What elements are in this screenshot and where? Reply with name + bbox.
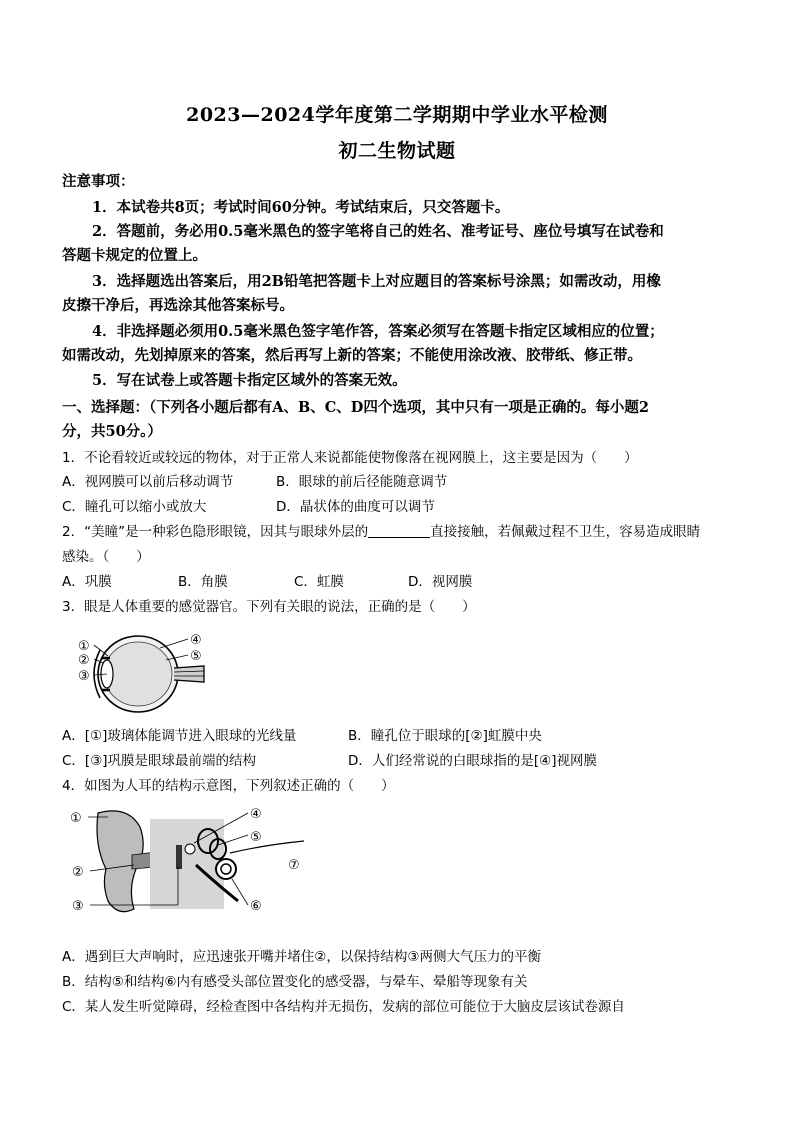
leader-line (232, 879, 248, 905)
fig-label: ⑤ (250, 830, 262, 845)
fig-label: ② (78, 653, 90, 668)
ossicle-shape (185, 844, 195, 854)
optic-nerve-shape (174, 666, 204, 682)
eardrum-shape (176, 845, 182, 869)
q4-option-a: A．遇到巨大声响时，应迅速张开嘴并堵住②，以保持结构③两侧大气压力的平衡 (62, 949, 541, 965)
q3-option-a: A．[①]玻璃体能调节进入眼球的光线量 (62, 728, 297, 744)
fig-label: ⑤ (190, 649, 202, 664)
q2-option-c: C．虹膜 (294, 574, 344, 590)
q2-option-d: D．视网膜 (408, 574, 473, 590)
cochlea-shape (216, 859, 236, 879)
retina-layer (104, 642, 172, 706)
q1-option-c: C．瞳孔可以缩小或放大 (62, 499, 207, 515)
notice-item: 皮擦干净后，再选涂其他答案标号。 (62, 297, 294, 314)
question-2-stem (62, 520, 736, 544)
exam-title: 2023—2024学年度第二学期期中学业水平检测 (186, 104, 608, 126)
q3-option-b: B．瞳孔位于眼球的[②]虹膜中央 (348, 728, 542, 744)
notice-item: 2．答题前，务必用0.5毫米黑色的签字笔将自己的姓名、准考证号、座位号填写在试卷和 (92, 223, 664, 240)
question-2-stem-cont: 感染。（ ） (62, 549, 150, 565)
q2-option-a: A．巩膜 (62, 574, 112, 590)
fig-label: ③ (78, 669, 90, 684)
section-heading: 一、选择题：（下列各小题后都有A、B、C、D四个选项，其中只有一项是正确的。每小题2 (62, 399, 649, 416)
fig-label: ① (78, 639, 90, 654)
answer-blank (368, 523, 430, 538)
q2-option-b: B．角膜 (178, 574, 228, 590)
question-3-stem: 3．眼是人体重要的感觉器官。下列有关眼的说法，正确的是（ ） (62, 599, 476, 615)
fig-label: ⑥ (250, 899, 262, 914)
fig-label: ② (72, 865, 84, 880)
question-4-stem: 4．如图为人耳的结构示意图，下列叙述正确的（ ） (62, 778, 395, 794)
q1-option-a: A．视网膜可以前后移动调节 (62, 474, 234, 490)
auditory-nerve-shape (230, 841, 304, 853)
notice-item: 1．本试卷共8页；考试时间60分钟。考试结束后，只交答题卡。 (92, 199, 510, 216)
q2-stem-after: 直接接触，若佩戴过程不卫生，容易造成眼睛 (430, 524, 701, 540)
notice-item: 5．写在试卷上或答题卡指定区域外的答案无效。 (92, 372, 407, 389)
fig-label: ⑦ (288, 858, 300, 873)
q2-stem-before: 2．“美瞳”是一种彩色隐形眼镜，因其与眼球外层的 (62, 524, 369, 540)
exam-subtitle: 初二生物试题 (338, 140, 456, 162)
fig-label: ④ (250, 807, 262, 822)
notice-item: 如需改动，先划掉原来的答案，然后再写上新的答案；不能使用涂改液、胶带纸、修正带。 (62, 347, 642, 364)
q3-option-c: C．[③]巩膜是眼球最前端的结构 (62, 753, 257, 769)
eye-diagram (70, 628, 220, 720)
fig-label: ① (70, 811, 82, 826)
q1-option-b: B．眼球的前后径能随意调节 (276, 474, 448, 490)
notice-heading: 注意事项： (62, 173, 135, 190)
question-1-stem: 1．不论看较近或较远的物体，对于正常人来说都能使物像落在视网膜上，这主要是因为（ ） (62, 450, 638, 466)
leader-line (160, 639, 188, 648)
notice-item: 答题卡规定的位置上。 (62, 247, 207, 264)
ear-diagram (68, 805, 318, 925)
fig-label: ④ (190, 633, 202, 648)
notice-item: 4．非选择题必须用0.5毫米黑色签字笔作答，答案必须写在答题卡指定区域相应的位置； (92, 323, 664, 340)
q1-option-d: D．晶状体的曲度可以调节 (276, 499, 435, 515)
q3-option-d: D．人们经常说的白眼球指的是[④]视网膜 (348, 753, 598, 769)
q4-option-b: B．结构⑤和结构⑥内有感受头部位置变化的感受器，与晕车、晕船等现象有关 (62, 974, 528, 990)
fig-label: ③ (72, 899, 84, 914)
section-heading-cont: 分，共50分。） (62, 423, 162, 440)
notice-item: 3．选择题选出答案后，用2B铅笔把答题卡上对应题目的答案标号涂黑；如需改动，用橡 (92, 273, 661, 290)
q4-option-c: C．某人发生听觉障碍，经检查图中各结构并无损伤，发病的部位可能位于大脑皮层该试卷源自 (62, 999, 625, 1015)
